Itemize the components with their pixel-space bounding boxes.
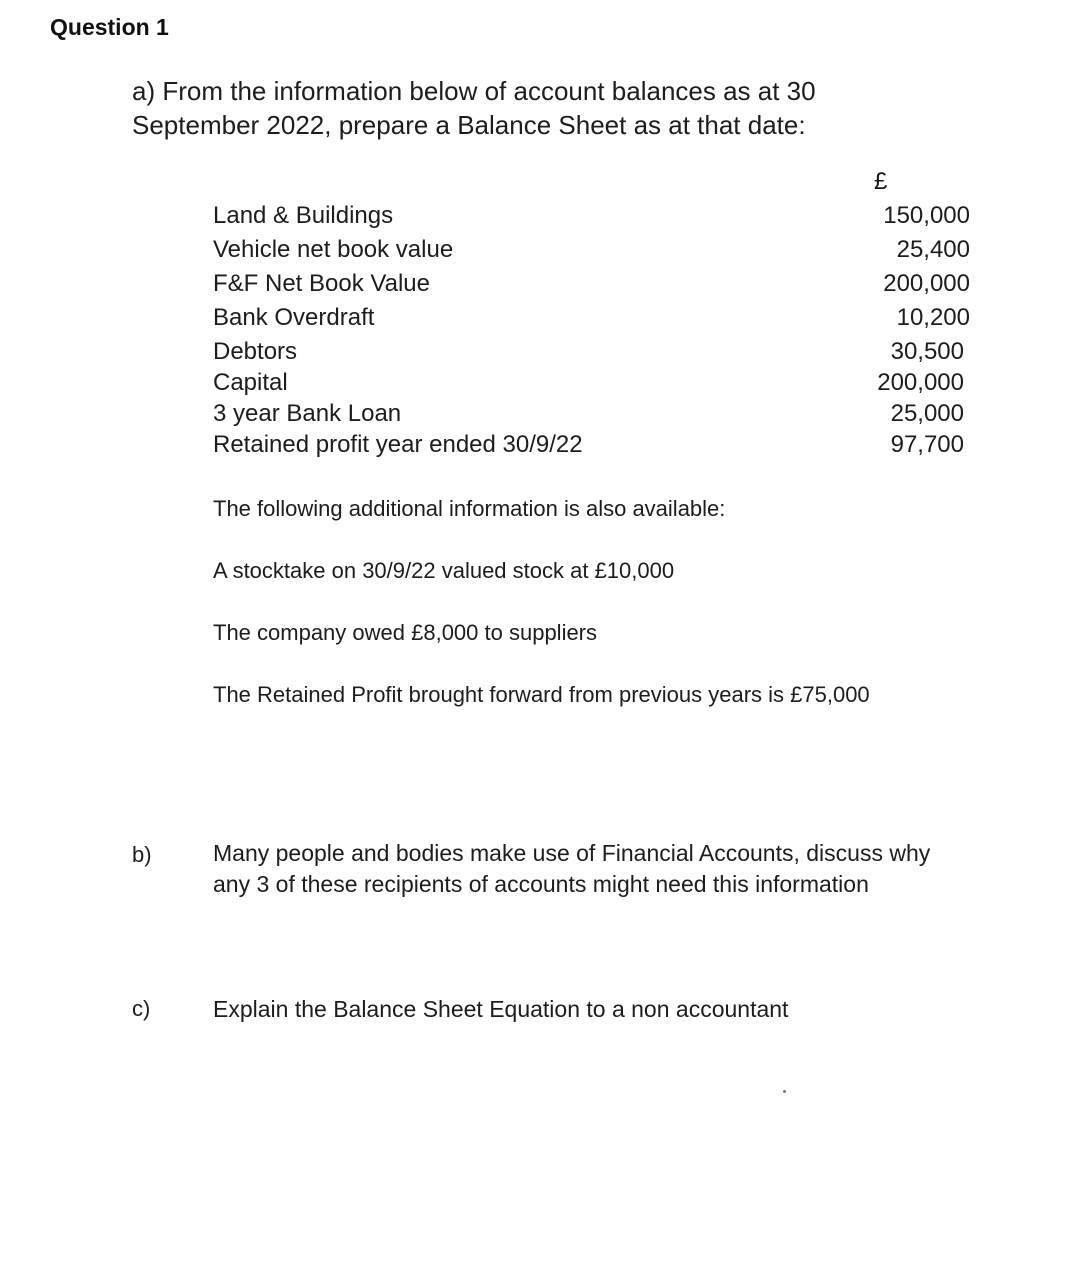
account-value: 97,700 (890, 431, 964, 458)
question-title: Question 1 (50, 14, 169, 40)
account-value: 30,500 (890, 338, 964, 365)
account-value: 25,400 (896, 236, 970, 263)
account-label: Retained profit year ended 30/9/22 (213, 431, 583, 458)
part-b-text (213, 838, 930, 900)
part-a-intro (132, 74, 952, 142)
additional-info-heading: The following additional information is also available: (213, 496, 726, 521)
account-label: Bank Overdraft (213, 304, 375, 331)
part-b-label: b) (132, 842, 152, 867)
account-label: F&F Net Book Value (213, 270, 430, 297)
part-b-line2: any 3 of these recipients of accounts might need this information (213, 871, 869, 897)
part-a-intro-line2: September 2022, prepare a Balance Sheet as at that date: (132, 110, 806, 140)
account-value: 200,000 (883, 270, 970, 297)
account-value: 10,200 (896, 304, 970, 331)
additional-info-item: A stocktake on 30/9/22 valued stock at £10,000 (213, 558, 675, 583)
account-label: Debtors (213, 338, 298, 365)
currency-header: £ (874, 168, 888, 195)
account-value: 200,000 (877, 369, 964, 396)
account-label: 3 year Bank Loan (213, 400, 402, 427)
account-value: 25,000 (890, 400, 964, 427)
account-label: Land & Buildings (213, 202, 394, 229)
part-b-line1: Many people and bodies make use of Financial Accounts, discuss why (213, 840, 931, 866)
additional-info-item: The company owed £8,000 to suppliers (213, 620, 598, 645)
scan-speck (783, 1090, 786, 1093)
account-label: Vehicle net book value (213, 236, 454, 263)
part-c-label: c) (132, 996, 151, 1021)
account-label: Capital (213, 369, 288, 396)
part-a-intro-line1: a) From the information below of account balances as at 30 (132, 76, 816, 106)
additional-info-item: The Retained Profit brought forward from previous years is £75,000 (213, 682, 870, 707)
account-value: 150,000 (883, 202, 970, 229)
part-c-text: Explain the Balance Sheet Equation to a non accountant (213, 996, 789, 1022)
